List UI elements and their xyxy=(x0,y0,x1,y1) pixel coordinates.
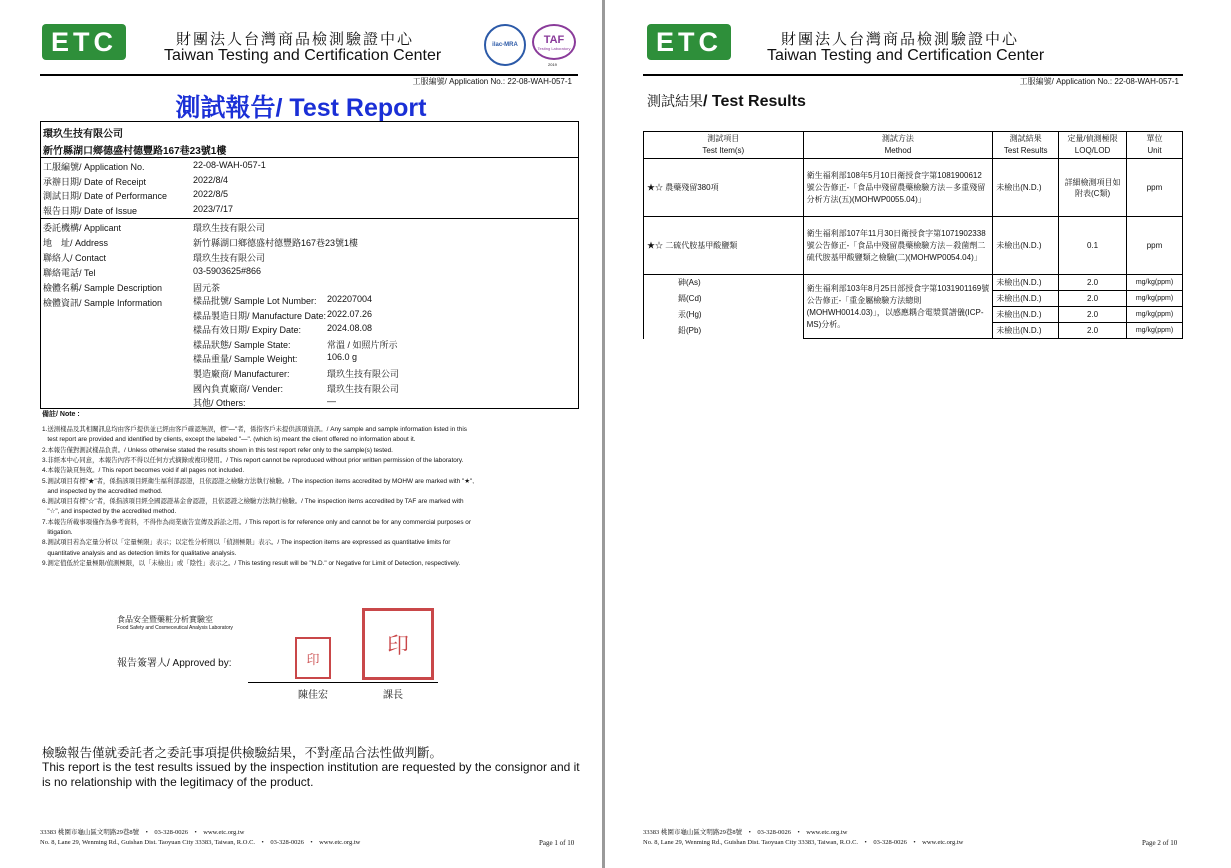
applicant-label: 檢體名稱/ Sample Description xyxy=(43,283,163,293)
taf-logo: TAF Testing Laboratory xyxy=(532,24,576,60)
sample-info-value: 202207004 xyxy=(327,294,373,304)
taf-number: 2019 xyxy=(548,62,557,67)
note-line: 2.本報告僅對測試樣品負責。/ Unless otherwise stated the results shown in this test report refer only to the sample(s) tested. xyxy=(42,446,393,454)
signer-seal: 印 xyxy=(295,637,331,679)
metal-loq-cell: 2.0 xyxy=(1059,323,1127,339)
applicant-label: 地 址/ Address xyxy=(43,238,109,248)
note-line: 1.送測樣品及其相關訊息均由客戶提供並已經由客戶確認無誤，標"—"者，係指客戶未提供該項資訊。/ Any sample and sample information listed in this xyxy=(42,426,467,433)
org-name-zh: 財團法人台灣商品檢測驗證中心 xyxy=(176,30,415,48)
method-cell: 衛生福利部108年5月10日衛授食字第1081900612號公告修正-「食品中殘留農藥檢驗方法－多重殘留分析方法(五)(MOHWP0055.04)」 xyxy=(803,159,993,217)
footer-address-en: No. 8, Lane 29, Wenming Rd., Guishan Dist. Taoyuan City 33383, Taiwan, R.O.C. • 03-328-0026 • www.etc.org.tw xyxy=(643,839,964,846)
metal-item-cell: 砷(As) xyxy=(644,275,804,291)
report-info-box xyxy=(40,121,579,409)
note-line: "☆", and inspected by the accredited method. xyxy=(42,508,177,516)
report-page-1 xyxy=(0,0,602,868)
app-no: 工服編號/ Application No.: 22-08-WAH-057-1 xyxy=(412,77,572,86)
applicant-value: 環玖生技有限公司 xyxy=(193,253,266,263)
header-zh: 定量/偵測極限 xyxy=(1067,134,1118,143)
metal-loq-cell: 2.0 xyxy=(1059,275,1127,291)
metal-unit-cell: mg/kg(ppm) xyxy=(1127,323,1183,339)
sample-info-key: 樣品重量/ Sample Weight: xyxy=(193,354,298,365)
applicant-value: 環玖生技有限公司 xyxy=(193,223,266,233)
page-title: 測試報告/ Test Report xyxy=(175,94,427,122)
info-value: 2023/7/17 xyxy=(193,203,234,214)
page-number: Page 2 of 10 xyxy=(1142,839,1178,847)
page-number: Page 1 of 10 xyxy=(539,839,575,847)
info-label: 報告日期/ Date of Issue xyxy=(43,205,138,216)
lab-name-en: Food Safety and Cosmeceutical Analysis Laboratory xyxy=(117,625,233,631)
footer-address-zh: 33383 桃園市龜山區文明路29巷8號 • 03-328-0026 • www.etc.org.tw xyxy=(643,829,848,836)
signer-name: 陳佳宏 xyxy=(298,690,328,701)
note-line: test report are provided and identified by clients, except the labeled "—". (which is) meant the client offered no information about it. xyxy=(42,436,416,444)
unit-cell: ppm xyxy=(1127,217,1183,275)
sample-info-value: 環玖生技有限公司 xyxy=(327,383,400,394)
note-line: 9.測定值低於定量極限/偵測極限，以「未檢出」或「陰性」表示之。/ This testing result will be "N.D." or Negative for Limit of Detection, respectively. xyxy=(42,559,461,567)
sample-info-value: 2024.08.08 xyxy=(327,323,373,334)
metal-item-cell: 汞(Hg) xyxy=(644,307,804,323)
footer-address-en: No. 8, Lane 29, Wenming Rd., Guishan Dist. Taoyuan City 33383, Taiwan, R.O.C. • 03-328-0026 • www.etc.org.tw xyxy=(40,839,361,846)
header-en: LOQ/LOD xyxy=(1074,146,1111,155)
info-value: 22-08-WAH-057-1 xyxy=(193,160,266,170)
header-zh: 測試方法 xyxy=(881,134,914,143)
result-cell: 未檢出(N.D.) xyxy=(993,217,1059,275)
results-header-cell xyxy=(1059,132,1127,159)
metal-loq-cell: 2.0 xyxy=(1059,291,1127,307)
disclaimer-en: This report is the test results issued by the inspection institution are requested by the consignor and it is no relationship with the legitimacy of the product. xyxy=(42,760,580,789)
footer-address-zh: 33383 桃園市龜山區文明路29巷8號 • 03-328-0026 • www.etc.org.tw xyxy=(40,829,245,836)
applicant-label: 委託機構/ Applicant xyxy=(43,223,122,233)
sample-info-key: 製造廠商/ Manufacturer: xyxy=(193,369,290,379)
app-no: 工服編號/ Application No.: 22-08-WAH-057-1 xyxy=(1019,77,1179,86)
results-header-cell xyxy=(803,132,993,159)
note-line: 8.測試項目若為定量分析以「定量極限」表示；以定性分析則以「偵測極限」表示。/ The inspection items are expressed as quantitative limits for xyxy=(42,539,451,547)
info-value: 2022/8/4 xyxy=(193,174,229,185)
applicant-value: 新竹縣湖口鄉德盛村德豐路167巷23號1樓 xyxy=(193,238,359,248)
sample-info-value: — xyxy=(327,396,336,407)
signature-rule xyxy=(248,682,438,683)
sample-info-key: 樣品製造日期/ Manufacture Date: xyxy=(193,310,327,321)
sample-info-key: 其他/ Others: xyxy=(193,398,246,409)
institution-seal: 印 xyxy=(362,608,434,680)
result-cell: 未檢出(N.D.) xyxy=(993,159,1059,217)
org-name-en: Taiwan Testing and Certification Center xyxy=(767,47,1045,64)
unit-cell: ppm xyxy=(1127,159,1183,217)
applicant-label: 聯絡人/ Contact xyxy=(43,253,107,263)
metal-loq-cell: 2.0 xyxy=(1059,307,1127,323)
metal-unit-cell: mg/kg(ppm) xyxy=(1127,291,1183,307)
client-name: 環玖生技有限公司 xyxy=(43,129,123,140)
results-row xyxy=(644,159,1183,217)
etc-logo: ETC xyxy=(647,24,731,60)
note-line: litigation. xyxy=(42,529,73,536)
note-line: 3.非經本中心同意，本報告內容不得以任何方式摘錄或複印使用。/ This report cannot be reproduced without prior written permission of the laboratory. xyxy=(42,456,464,464)
loq-cell: 0.1 xyxy=(1059,217,1127,275)
loq-cell: 詳細檢測項目如附表(C類) xyxy=(1059,159,1127,217)
results-header-cell xyxy=(993,132,1059,159)
applicant-value: 03-5903625#866 xyxy=(193,266,262,276)
header-en: Unit xyxy=(1147,146,1162,155)
test-item-cell: ★☆ 二硫代胺基甲酸鹽類 xyxy=(644,217,804,275)
report-page-2 xyxy=(605,0,1231,868)
sample-info-key: 國內負責廠商/ Vender: xyxy=(193,383,284,394)
org-name-zh: 財團法人台灣商品檢測驗證中心 xyxy=(781,30,1020,48)
metal-row xyxy=(644,275,1183,291)
results-header-cell xyxy=(644,132,804,159)
applicant-label: 檢體資訊/ Sample Information xyxy=(43,298,163,308)
metal-method-cell: 衛生福利部103年8月25日部授食字第1031901169號公告修正-「重金屬檢驗方法總則(MOHWH0014.03)」，以感應耦合電漿質譜儀(ICP-MS)分析。 xyxy=(803,275,993,339)
applicant-value: 固元茶 xyxy=(193,283,221,293)
note-line: 6.測試項目有標"☆"者，係指該項目經全國認證基金會認證，且依認證之檢驗方法執行檢驗。/ The inspection items accredited by TAF are marked with xyxy=(42,498,464,506)
signer-title: 課長 xyxy=(383,690,403,701)
note-title: 備註/ Note : xyxy=(42,411,80,418)
note-line: 7.本報告所載事項僅作為參考資料，不得作為商業廣告宣傳及訴訟之用。/ This report is for reference only and cannot be for any commercial purposes or xyxy=(42,518,471,526)
note-line: and inspected by the accredited method. xyxy=(42,487,163,495)
metal-item-cell: 鉛(Pb) xyxy=(644,323,804,339)
method-cell: 衛生福利部107年11月30日衛授食字第1071902338號公告修正-「食品中殘留農藥檢驗方法－殺菌劑二硫代胺基甲酸鹽類之檢驗(二)(MOHWP0054.04)」 xyxy=(803,217,993,275)
sample-info-value: 環玖生技有限公司 xyxy=(327,369,400,379)
etc-logo: ETC xyxy=(42,24,126,60)
metal-unit-cell: mg/kg(ppm) xyxy=(1127,275,1183,291)
metal-result-cell: 未檢出(N.D.) xyxy=(993,291,1059,307)
box-rule-1 xyxy=(41,157,578,158)
results-title: 測試結果/ Test Results xyxy=(647,93,806,110)
results-row xyxy=(644,217,1183,275)
test-item-cell: ★☆ 農藥殘留380項 xyxy=(644,159,804,217)
applicant-label: 聯絡電話/ Tel xyxy=(43,268,96,278)
client-address: 新竹縣湖口鄉德盛村德豐路167巷23號1樓 xyxy=(43,146,227,157)
note-line: quantitative analysis and as detection limits for qualitative analysis. xyxy=(42,549,237,557)
results-header-row xyxy=(644,132,1183,159)
info-label: 工服編號/ Application No. xyxy=(43,162,145,172)
info-label: 測試日期/ Date of Performance xyxy=(43,191,168,201)
metal-result-cell: 未檢出(N.D.) xyxy=(993,275,1059,291)
header-en: Test Results xyxy=(1003,146,1048,155)
results-table xyxy=(643,131,1183,339)
header-zh: 單位 xyxy=(1146,134,1163,143)
sample-info-key: 樣品批號/ Sample Lot Number: xyxy=(193,296,317,306)
metal-item-cell: 鎘(Cd) xyxy=(644,291,804,307)
sample-info-value: 106.0 g xyxy=(327,352,358,363)
sample-info-value: 常溫 / 如照片所示 xyxy=(327,339,398,350)
metal-result-cell: 未檢出(N.D.) xyxy=(993,323,1059,339)
lab-name-zh: 食品安全暨藥粧分析實驗室 xyxy=(117,615,213,624)
results-header-cell xyxy=(1127,132,1183,159)
box-rule-2 xyxy=(41,218,578,219)
sample-info-value: 2022.07.26 xyxy=(327,308,373,319)
metal-unit-cell: mg/kg(ppm) xyxy=(1127,307,1183,323)
results-body xyxy=(644,159,1183,339)
note-line: 4.本報告缺頁無效。/ This report becomes void if all pages not included. xyxy=(42,467,245,475)
sample-info-key: 樣品有效日期/ Expiry Date: xyxy=(193,325,302,336)
sample-info-key: 樣品狀態/ Sample State: xyxy=(193,339,291,350)
info-label: 承辦日期/ Date of Receipt xyxy=(43,176,147,187)
header-zh: 測試項目 xyxy=(707,134,740,143)
header-en: Test Item(s) xyxy=(702,146,745,155)
approved-by-label: 報告簽署人/ Approved by: xyxy=(117,658,232,669)
info-value: 2022/8/5 xyxy=(193,189,229,199)
metal-result-cell: 未檢出(N.D.) xyxy=(993,307,1059,323)
disclaimer-zh: 檢驗報告僅就委託者之委託事項提供檢驗結果，不對產品合法性做判斷。 xyxy=(42,745,443,760)
header-zh: 測試結果 xyxy=(1009,134,1042,143)
ilac-mra-logo: ilac-MRA xyxy=(484,24,526,66)
note-line: 5.測試項目有標"★"者，係指該項目經衛生福利部認證，且依認證之檢驗方法執行檢驗。/ The inspection items accredited by MOHW are marked with "★", xyxy=(42,477,475,485)
header-en: Method xyxy=(884,146,912,155)
org-name-en: Taiwan Testing and Certification Center xyxy=(164,47,442,64)
